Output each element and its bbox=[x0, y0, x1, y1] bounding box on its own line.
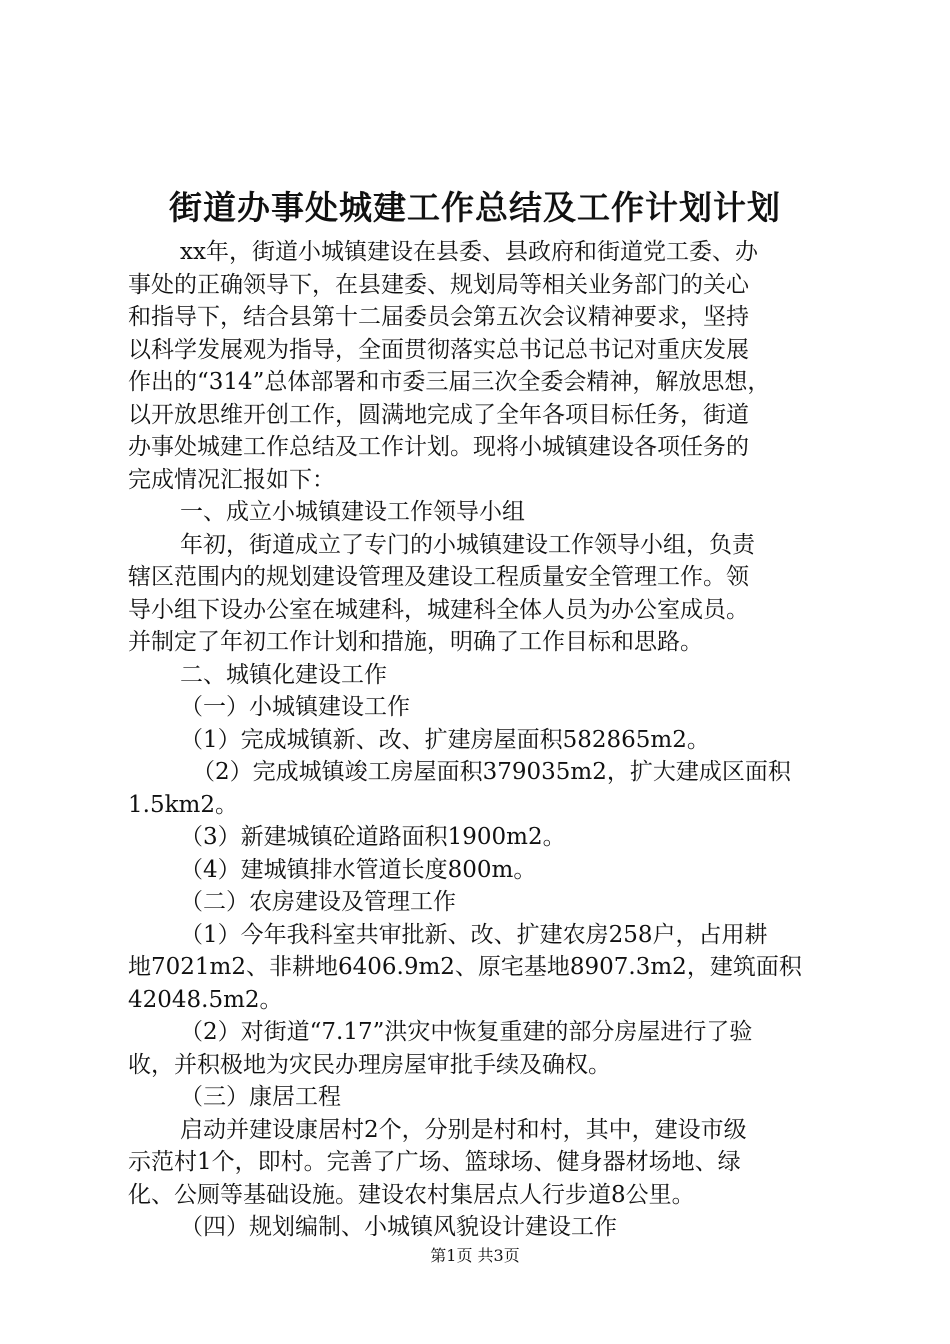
subsection-heading: （一）小城镇建设工作 bbox=[180, 694, 410, 720]
section-heading: 一、成立小城镇建设工作领导小组 bbox=[180, 499, 525, 525]
text-line: 辖区范围内的规划建设管理及建设工程质量安全管理工作。领 bbox=[128, 564, 749, 590]
text-line: 1.5km2。 bbox=[128, 791, 238, 818]
text-line: 并制定了年初工作计划和措施，明确了工作目标和思路。 bbox=[128, 629, 703, 655]
text-line: 以科学发展观为指导，全面贯彻落实总书记总书记对重庆发展 bbox=[128, 336, 749, 363]
text-line: xx年，街道小城镇建设在县委、县政府和街道党工委、办 bbox=[180, 239, 758, 265]
text-line: 导小组下设办公室在城建科，城建科全体人员为办公室成员。 bbox=[128, 596, 749, 623]
list-item: （3）新建城镇砼道路面积1900m2。 bbox=[180, 824, 566, 850]
text-line: 化、公厕等基础设施。建设农村集居点人行步道8公里。 bbox=[128, 1181, 695, 1208]
list-item: （4）建城镇排水管道长度800m。 bbox=[180, 856, 537, 883]
text-line: 年初，街道成立了专门的小城镇建设工作领导小组，负责 bbox=[180, 531, 755, 558]
text-line: 以开放思维开创工作，圆满地完成了全年各项目标任务，街道 bbox=[128, 401, 749, 428]
document-body bbox=[128, 236, 840, 1244]
list-item: （2）完成城镇竣工房屋面积379035m2，扩大建成区面积 bbox=[192, 759, 791, 785]
text-line: 示范村1个，即村。完善了广场、篮球场、健身器材场地、绿 bbox=[128, 1149, 741, 1175]
section-heading: 二、城镇化建设工作 bbox=[180, 661, 387, 688]
text-line: 地7021m2、非耕地6406.9m2、原宅基地8907.3m2，建筑面积 bbox=[128, 954, 802, 980]
list-item: （1）今年我科室共审批新、改、扩建农房258户，占用耕 bbox=[180, 921, 768, 948]
subsection-heading: （二）农房建设及管理工作 bbox=[180, 889, 456, 915]
subsection-heading: （三）康居工程 bbox=[180, 1084, 341, 1110]
text-line: 作出的“314”总体部署和市委三届三次全委会精神，解放思想， bbox=[128, 369, 771, 395]
text-line: 事处的正确领导下，在县建委、规划局等相关业务部门的关心 bbox=[128, 271, 749, 298]
text-line: 办事处城建工作总结及工作计划。现将小城镇建设各项任务的 bbox=[128, 434, 749, 460]
text-line: 42048.5m2。 bbox=[128, 986, 283, 1013]
document-title: 街道办事处城建工作总结及工作计划计划 bbox=[169, 188, 781, 227]
text-line: 启动并建设康居村2个，分别是村和村，其中，建设市级 bbox=[180, 1116, 747, 1143]
text-line: 完成情况汇报如下： bbox=[128, 466, 335, 493]
page-footer: 第1页 共3页 bbox=[430, 1246, 520, 1265]
list-item: （1）完成城镇新、改、扩建房屋面积582865m2。 bbox=[180, 726, 710, 753]
list-item: （2）对街道“7.17”洪灾中恢复重建的部分房屋进行了验 bbox=[180, 1019, 753, 1045]
subsection-heading: （四）规划编制、小城镇风貌设计建设工作 bbox=[180, 1214, 617, 1240]
text-line: 和指导下，结合县第十二届委员会第五次会议精神要求，坚持 bbox=[128, 304, 749, 330]
text-line: 收，并积极地为灾民办理房屋审批手续及确权。 bbox=[128, 1051, 611, 1078]
